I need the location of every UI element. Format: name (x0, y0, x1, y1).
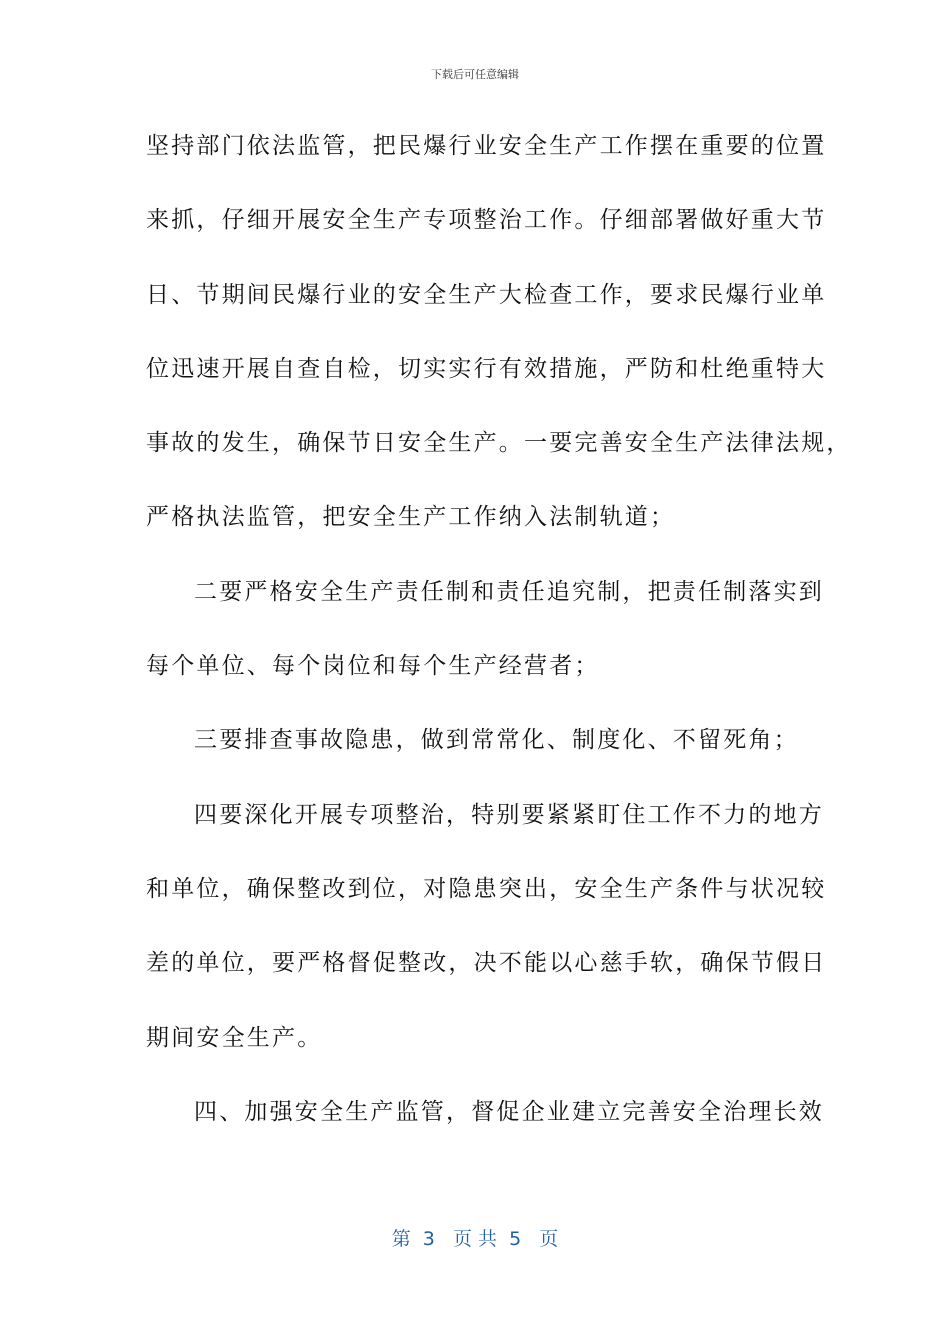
text-line: 期间安全生产。 (146, 1024, 323, 1051)
text-line: 每个单位、每个岗位和每个生产经营者； (146, 653, 600, 680)
text-line: 位迅速开展自查自检，切实实行有效措施，严防和杜绝重特大 (146, 355, 827, 382)
text-line: 坚持部门依法监管，把民爆行业安全生产工作摆在重要的位置 (146, 133, 827, 159)
document-body (146, 126, 852, 1166)
text-line: 来抓，仔细开展安全生产专项整治工作。仔细部署做好重大节 (146, 207, 827, 234)
text-line: 四要深化开展专项整治，特别要紧紧盯住工作不力的地方 (194, 801, 824, 828)
text-line: 三要排查事故隐患，做到常常化、制度化、不留死角； (194, 727, 799, 754)
text-line: 事故的发生，确保节日安全生产。一要完善安全生产法律法规， (146, 430, 852, 457)
text-line: 和单位，确保整改到位，对隐患突出，安全生产条件与状况较 (146, 875, 827, 902)
text-line: 四、加强安全生产监管，督促企业建立完善安全治理长效 (194, 1098, 824, 1125)
text-line: 严格执法监管，把安全生产工作纳入法制轨道； (146, 504, 676, 531)
text-line: 二要严格安全生产责任制和责任追究制，把责任制落实到 (194, 578, 824, 605)
page-footer: 第 3 页 共 5 页 (391, 1228, 559, 1250)
text-line: 差的单位，要严格督促整改，决不能以心慈手软，确保节假日 (146, 950, 827, 977)
page-header: 下载后可任意编辑 (431, 68, 519, 81)
text-line: 日、节期间民爆行业的安全生产大检查工作，要求民爆行业单 (146, 281, 827, 308)
